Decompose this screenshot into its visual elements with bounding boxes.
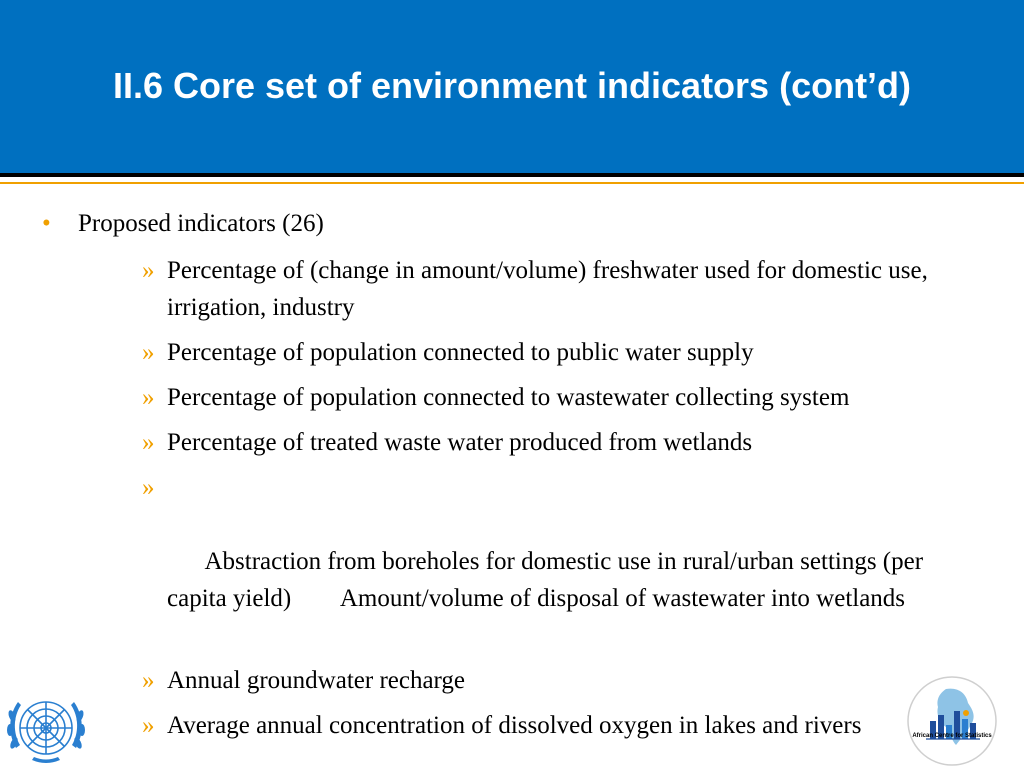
sub-bullet-marker: » (142, 429, 155, 456)
sub-bullet-marker: » (142, 667, 155, 694)
sub-bullet-text: Percentage of population connected to public water supply (167, 339, 754, 366)
sub-bullet-item (0, 379, 1024, 416)
main-bullet-text: Proposed indicators (26) (78, 210, 324, 237)
sub-bullet-marker: » (142, 712, 155, 739)
acs-logo (906, 675, 998, 767)
sub-bullet-text: Annual groundwater recharge (167, 667, 466, 694)
sub-bullet-item (0, 707, 1024, 744)
acs-logo-text: African Centre for Statistics (912, 733, 992, 739)
sub-bullet-item (0, 252, 1024, 326)
sub-bullet-marker: » (142, 384, 155, 411)
sub-bullet-text: Abstraction from boreholes for domestic use in rural/urban settings (per capita yield) Amount/volume of disposal of wastewater into wetlands (167, 548, 930, 612)
sub-bullet-text: Average annual concentration of dissolved oxygen in lakes and rivers (167, 712, 862, 739)
sub-bullet-item (0, 334, 1024, 371)
sub-bullet-text: Percentage of treated waste water produced from wetlands (167, 429, 753, 456)
sub-bullet-item (0, 469, 1024, 654)
sub-bullet-text: Percentage of (change in amount/volume) freshwater used for domestic use, irrigation, industry (167, 257, 928, 321)
sub-bullet-list (0, 252, 1024, 752)
un-emblem-logo (2, 686, 90, 768)
sub-bullet-item (0, 662, 1024, 699)
sub-bullet-marker: » (142, 474, 155, 501)
sub-bullet-marker: » (142, 257, 155, 284)
sub-bullet-item (0, 424, 1024, 461)
sub-bullet-marker: » (142, 339, 155, 366)
bullet-marker: • (42, 210, 51, 237)
slide-title: II.6 Core set of environment indicators (cont’d) (112, 65, 912, 106)
sub-bullet-text: Percentage of population connected to wastewater collecting system (167, 384, 850, 411)
